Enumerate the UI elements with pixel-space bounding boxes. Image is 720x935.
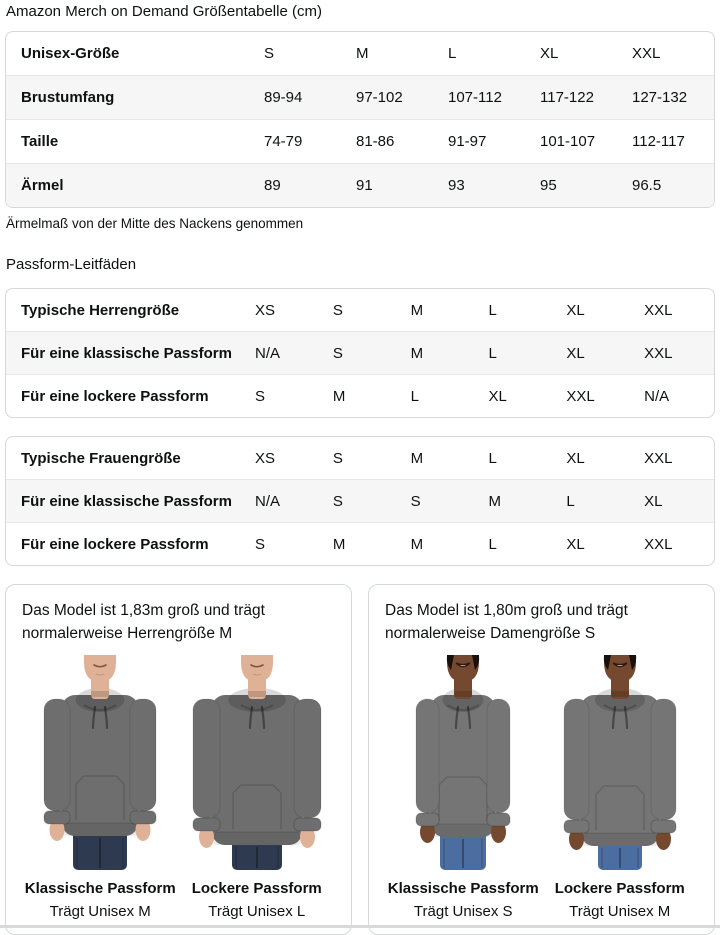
table-cell: L xyxy=(488,449,497,467)
table-row xyxy=(6,119,714,163)
row-label: Für eine lockere Passform xyxy=(21,535,209,553)
model-figure xyxy=(385,651,542,922)
mens-fit-table xyxy=(5,288,715,418)
table-cell: 117-122 xyxy=(540,89,594,106)
table-cell: S xyxy=(410,492,421,510)
row-label: Taille xyxy=(21,133,59,150)
table-cell: M xyxy=(410,535,424,553)
table-cell: 93 xyxy=(448,177,465,194)
table-cell: M xyxy=(332,387,346,405)
table-cell: M xyxy=(410,449,424,467)
fit-label: Lockere Passform xyxy=(554,880,685,897)
table-cell: M xyxy=(332,535,346,553)
table-cell: 91 xyxy=(356,177,373,194)
table-cell: XL xyxy=(566,301,585,319)
fit-guides-heading: Passform-Leitfäden xyxy=(6,256,137,273)
row-label: Für eine lockere Passform xyxy=(21,387,209,405)
table-cell: XXL xyxy=(632,45,661,62)
row-label: Typische Frauengröße xyxy=(21,449,181,467)
table-cell: 127-132 xyxy=(632,89,688,106)
table-cell: 95 xyxy=(540,177,557,194)
model-figure xyxy=(22,651,179,922)
table-cell: XXL xyxy=(644,535,673,553)
table-cell: XL xyxy=(644,492,663,510)
table-cell: L xyxy=(410,387,419,405)
table-cell: 74-79 xyxy=(264,133,303,150)
table-cell: 112-117 xyxy=(632,133,685,150)
model-photo-female-classic xyxy=(388,655,538,870)
table-cell: S xyxy=(332,301,343,319)
table-cell: XXL xyxy=(566,387,595,405)
table-cell: L xyxy=(566,492,575,510)
model-description: Das Model ist 1,83m groß und trägt normalerweise Herrengröße M xyxy=(22,602,265,642)
fit-label: Klassische Passform xyxy=(387,880,539,897)
table-row xyxy=(6,32,714,75)
model-photo-male-loose xyxy=(182,655,332,870)
model-card-men xyxy=(5,584,352,935)
table-cell: S xyxy=(332,344,343,362)
table-cell: L xyxy=(488,301,497,319)
table-cell: XL xyxy=(566,344,585,362)
table-cell: 81-86 xyxy=(356,133,395,150)
table-cell: S xyxy=(264,45,275,62)
size-worn-label: Trägt Unisex L xyxy=(208,903,306,920)
table-cell: M xyxy=(410,301,424,319)
row-label: Unisex-Größe xyxy=(21,45,120,62)
table-cell: XS xyxy=(255,449,276,467)
bottom-divider xyxy=(0,925,720,928)
table-cell: 107-112 xyxy=(448,89,502,106)
table-cell: L xyxy=(488,344,497,362)
table-cell: N/A xyxy=(255,492,281,510)
model-figure xyxy=(542,651,699,922)
table-cell: M xyxy=(410,344,424,362)
table-cell: S xyxy=(255,387,266,405)
table-cell: XL xyxy=(566,535,585,553)
table-cell: N/A xyxy=(255,344,281,362)
row-label: Ärmel xyxy=(21,177,64,194)
table-cell: S xyxy=(332,492,343,510)
table-cell: M xyxy=(488,492,501,510)
table-cell: XS xyxy=(255,301,276,319)
table-cell: L xyxy=(448,45,457,62)
womens-fit-table xyxy=(5,436,715,566)
fit-label: Klassische Passform xyxy=(24,880,176,897)
table-row xyxy=(6,479,714,522)
table-row xyxy=(6,75,714,119)
row-label: Typische Herrengröße xyxy=(21,301,180,319)
table-cell: 96.5 xyxy=(632,177,662,194)
table-cell: 97-102 xyxy=(356,89,403,106)
size-worn-label: Trägt Unisex M xyxy=(49,903,151,920)
model-figure xyxy=(179,651,336,922)
table-row xyxy=(6,289,714,331)
table-cell: 89 xyxy=(264,177,281,194)
table-cell: XXL xyxy=(644,449,673,467)
row-label: Brustumfang xyxy=(21,89,115,106)
row-label: Für eine klassische Passform xyxy=(21,492,232,510)
model-card-women xyxy=(368,584,715,935)
table-row xyxy=(6,437,714,479)
table-cell: 91-97 xyxy=(448,133,487,150)
sleeve-measure-note: Ärmelmaß von der Mitte des Nackens genommen xyxy=(6,216,304,231)
page-title: Amazon Merch on Demand Größentabelle (cm) xyxy=(6,3,322,20)
size-worn-label: Trägt Unisex S xyxy=(413,903,513,920)
table-cell: S xyxy=(255,535,266,553)
table-row xyxy=(6,331,714,374)
table-cell: XL xyxy=(488,387,507,405)
table-cell: N/A xyxy=(644,387,670,405)
table-row xyxy=(6,522,714,565)
fit-label: Lockere Passform xyxy=(191,880,322,897)
size-worn-label: Trägt Unisex M xyxy=(569,903,671,920)
table-cell: 101-107 xyxy=(540,133,596,150)
table-row xyxy=(6,163,714,207)
table-cell: XXL xyxy=(644,301,673,319)
table-cell: 89-94 xyxy=(264,89,303,106)
model-photo-male-classic xyxy=(25,655,175,870)
model-description: Das Model ist 1,80m groß und trägt normalerweise Damengröße S xyxy=(385,602,628,642)
table-cell: XXL xyxy=(644,344,673,362)
model-cards xyxy=(5,584,715,935)
unisex-size-table xyxy=(5,31,715,208)
table-row xyxy=(6,374,714,417)
row-label: Für eine klassische Passform xyxy=(21,344,232,362)
table-cell: L xyxy=(488,535,497,553)
table-cell: S xyxy=(332,449,343,467)
table-cell: M xyxy=(356,45,369,62)
table-cell: XL xyxy=(540,45,559,62)
table-cell: XL xyxy=(566,449,585,467)
model-photo-female-loose xyxy=(545,655,695,870)
